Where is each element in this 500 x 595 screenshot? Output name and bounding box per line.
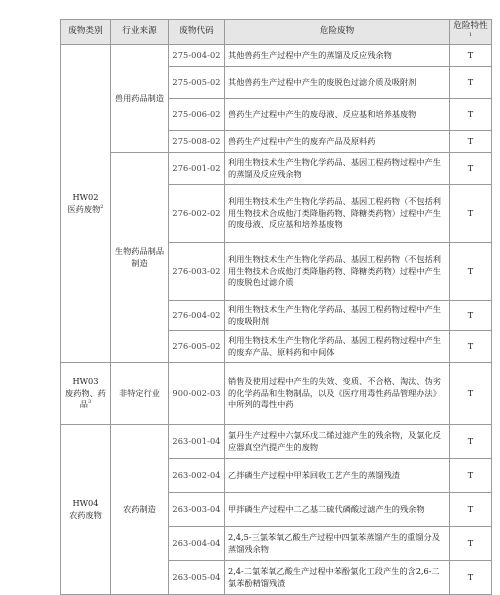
hazard-characteristic: T: [450, 459, 492, 493]
hazard-characteristic: T: [450, 67, 492, 99]
waste-code: 263-005-04: [169, 561, 225, 595]
table-row: [61, 425, 492, 459]
industry-cell-vet: 兽用药品制造: [111, 45, 169, 153]
waste-description: 兽药生产过程中产生的废母液、反应基和培养基废物: [225, 99, 450, 131]
hazard-characteristic: T: [450, 425, 492, 459]
waste-code: 275-005-02: [169, 67, 225, 99]
industry-cell-pesticide: 农药制造: [111, 425, 169, 595]
header-category: 废物类别: [61, 20, 111, 45]
category-cell-hw03: HW03 废药物、药品$^3$: [61, 363, 111, 425]
waste-code: 276-003-02: [169, 243, 225, 301]
header-industry: 行业来源: [111, 20, 169, 45]
hazard-characteristic: T: [450, 185, 492, 243]
waste-code: 263-003-04: [169, 493, 225, 527]
waste-description: 氯丹生产过程中六氯环戊二烯过滤产生的残余物，及氯化反应器真空汽提产生的废物: [225, 425, 450, 459]
hazard-characteristic: T: [450, 99, 492, 131]
waste-code: 276-005-02: [169, 331, 225, 363]
table-header-row: [61, 20, 492, 45]
header-waste: 危险废物: [225, 20, 450, 45]
waste-code: 263-002-04: [169, 459, 225, 493]
waste-code: 276-004-02: [169, 301, 225, 331]
hazard-characteristic: T: [450, 363, 492, 425]
waste-description: 利用生物技术生产生物化学药品、基因工程药物（不包括利用生物技术合成他汀类降脂药物、降糖类药物）过程中产生的废母液、反应基和培养基废物: [225, 185, 450, 243]
hazard-characteristic: T: [450, 131, 492, 153]
hazard-characteristic: T: [450, 243, 492, 301]
waste-description: 其他兽药生产过程中产生的蒸馏及反应残余物: [225, 45, 450, 67]
waste-code: 275-004-02: [169, 45, 225, 67]
hazard-characteristic: T: [450, 493, 492, 527]
category-cell-hw02: HW02 医药废物$^2$: [61, 45, 111, 363]
hazard-characteristic: T: [450, 153, 492, 185]
hazard-characteristic: T: [450, 331, 492, 363]
industry-cell-bio: 生物药品制品制造: [111, 153, 169, 363]
waste-description: 利用生物技术生产生物化学药品、基因工程药物（不包括利用生物技术合成他汀类降脂药物、降糖类药物）过程中产生的废脱色过滤介质: [225, 243, 450, 301]
waste-code: 275-008-02: [169, 131, 225, 153]
waste-code: 275-006-02: [169, 99, 225, 131]
table-row: [61, 45, 492, 67]
waste-description: 甲拌磷生产过程中二乙基二硫代磷酸过滤产生的残余物: [225, 493, 450, 527]
waste-description: 兽药生产过程中产生的废弃产品及原料药: [225, 131, 450, 153]
waste-description: 利用生物技术生产生物化学药品、基因工程药物过程中产生的蒸馏及反应残余物: [225, 153, 450, 185]
waste-code: 276-001-02: [169, 153, 225, 185]
waste-description: 销售及使用过程中产生的失效、变质、不合格、淘汰、伪劣的化学药品和生物制品，以及《医疗用毒性药品管理办法》中所列的毒性中药: [225, 363, 450, 425]
waste-description: 利用生物技术生产生物化学药品、基因工程药物过程中产生的废吸附剂: [225, 301, 450, 331]
hazard-characteristic: T: [450, 561, 492, 595]
category-cell-hw04: HW04 农药废物: [61, 425, 111, 595]
waste-description: 乙拌磷生产过程中甲苯回收工艺产生的蒸馏残渣: [225, 459, 450, 493]
hazard-characteristic: T: [450, 45, 492, 67]
waste-code: 263-004-04: [169, 527, 225, 561]
hazard-characteristic: T: [450, 301, 492, 331]
waste-description: 其他兽药生产过程中产生的废脱色过滤介质及吸附剂: [225, 67, 450, 99]
waste-description: 2,4,5-三氯苯氧乙酸生产过程中四氯苯蒸馏产生的重馏分及蒸馏残余物: [225, 527, 450, 561]
waste-description: 2,4-二氯苯氧乙酸生产过程中苯酚氯化工段产生的含2,6-二氯苯酚精馏残渣: [225, 561, 450, 595]
table-row: [61, 153, 492, 185]
hazardous-waste-table: [60, 19, 492, 595]
industry-cell-general: 非特定行业: [111, 363, 169, 425]
header-code: 废物代码: [169, 20, 225, 45]
table-row: [61, 363, 492, 425]
waste-code: 263-001-04: [169, 425, 225, 459]
hazard-characteristic: T: [450, 527, 492, 561]
waste-code: 900-002-03: [169, 363, 225, 425]
waste-code: 276-002-02: [169, 185, 225, 243]
header-hazard: 危险特性$^1$: [450, 20, 492, 45]
waste-description: 利用生物技术生产生物化学药品、基因工程药物过程中产生的废弃产品、原料药和中间体: [225, 331, 450, 363]
